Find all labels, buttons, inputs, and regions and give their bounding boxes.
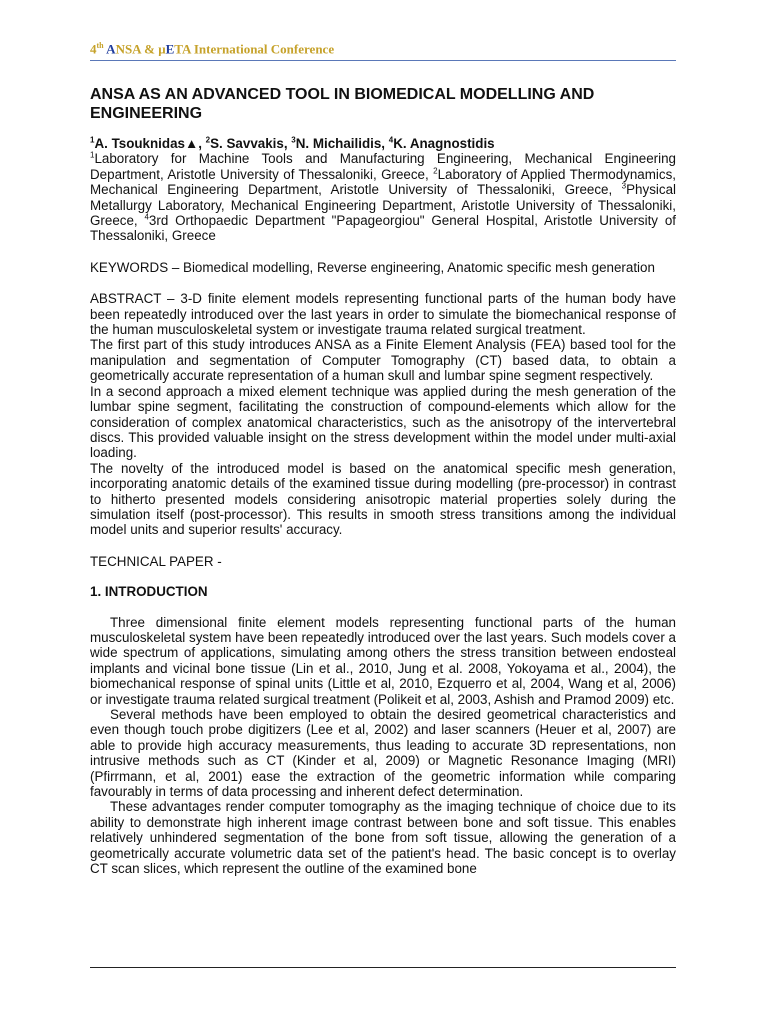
- abstract-paragraph: The novelty of the introduced model is based on the anatomical specific mesh generation, incorporating anatomic details of the examined tissue during modelling (pre-processor) in contrast to hitherto presented models considering anisotropic material properties solely during the simulation itself (post-processor). This results in smooth stress transitions among the individual model units and superior results' accuracy.: [90, 460, 676, 538]
- header-letter-a: A: [106, 41, 116, 57]
- header-superscript: th: [96, 41, 104, 50]
- affiliation-sup: 4: [144, 212, 149, 222]
- paper-body: [90, 85, 676, 876]
- author-sup: 3: [291, 135, 296, 145]
- author-name: K. Anagnostidis: [393, 136, 495, 151]
- header-mu: μ: [158, 41, 166, 57]
- header-letter-e: E: [165, 41, 175, 57]
- conference-header: [90, 41, 334, 57]
- affiliation-sup: 2: [433, 166, 438, 176]
- abstract-paragraph: In a second approach a mixed element technique was applied during the mesh generation of the lumbar spine segment, facilitating the construction of compound-elements which allow for the consideration of complex anatomical characteristics, such as the anisotropy of the intervertebral discs. This provided valuable insight on the stress development within the model under multi-axial loading.: [90, 383, 676, 461]
- keywords: KEYWORDS – Biomedical modelling, Reverse engineering, Anatomic specific mesh generation: [90, 259, 655, 275]
- affiliation-text: 3rd Orthopaedic Department "Papageorgiou" General Hospital, Aristotle University of Thessaloniki, Greece: [90, 213, 676, 244]
- intro-paragraph: Several methods have been employed to obtain the desired geometrical characteristics and even though touch probe digitizers (Lee et al, 2002) and laser scanners (Heuer et al, 2007) are able to provide high accuracy measurements, thus leading to accurate 3D representations, non intrusive methods such as CT (Kinder et al, 2009) or Magnetic Resonance Imaging (MRI) (Pfirrmann, et al, 2001) ease the extraction of the geometric information while comparing favourably in terms of data processing and inherent defect determination.: [90, 707, 676, 800]
- affiliations: [90, 151, 676, 243]
- author-name: N. Michailidis,: [295, 136, 389, 151]
- intro-paragraph: Three dimensional finite element models representing functional parts of the human musculoskeletal system have been repeatedly introduced over the last years. Such models cover a wide spectrum of applications, simulating among others the stress transition between endosteal implants and vicinal bone tissue (Lin et al., 2010, Jung et al. 2008, Yokoyama et al., 2004), the biomechanical response of spinal units (Little et al, 2010, Ezquerro et al, 2004, Wang et al, 2006) or investigate trauma related surgical treatment (Polikeit et al, 2003, Ashish and Pramod 2009) etc.: [90, 614, 676, 707]
- intro-paragraph: These advantages render computer tomography as the imaging technique of choice due to its ability to demonstrate high inherent image contrast between bone and soft tissue. This enables relatively unhindered segmentation of the bone from soft tissue, allowing the generation of a geometrically accurate volumetric data set of the patient's head. The basic concept is to overlay CT scan slices, which represent the outline of the examined bone: [90, 799, 676, 877]
- header-number: 4: [90, 41, 97, 57]
- author-name: A. Tsouknidas▲,: [94, 136, 206, 151]
- affiliation-text: Laboratory of Applied Thermodynamics, Mechanical Engineering Department, Aristotle University of Thessaloniki, Greece,: [90, 166, 676, 198]
- header-text-nsa: NSA &: [115, 41, 159, 57]
- author-sup: 2: [205, 135, 211, 145]
- author-sup: 1: [90, 135, 95, 145]
- abstract-paragraph: ABSTRACT – 3-D finite element models representing functional parts of the human body have been repeatedly introduced over the last years in order to simulate the biomechanical response of the human musculoskeletal system or investigate trauma related surgical treatment.: [90, 291, 676, 338]
- footer-divider: [90, 967, 676, 968]
- section-heading-introduction: 1. INTRODUCTION: [90, 584, 208, 600]
- author-name: S. Savvakis,: [210, 136, 292, 151]
- affiliation-sup: 3: [621, 181, 627, 191]
- header-text-ta: TA: [174, 41, 191, 57]
- affiliation-text: Laboratory for Machine Tools and Manufacturing Engineering, Mechanical Engineering Department, Aristotle University of Thessaloniki, Greece,: [90, 151, 676, 182]
- abstract-paragraph: The first part of this study introduces ANSA as a Finite Element Analysis (FEA) based tool for the manipulation and segmentation of Computer Tomography (CT) based data, to obtain a geometrically accurate representation of a human skull and lumbar spine segment respectively.: [90, 337, 676, 384]
- header-divider: [90, 60, 676, 61]
- author-sup: 4: [388, 135, 394, 145]
- affiliation-sup: 1: [90, 150, 95, 160]
- header-conference-name: International Conference: [190, 41, 335, 57]
- affiliation-text: Physical Metallurgy Laboratory, Mechanical Engineering Department, Aristotle University of Thessaloniki, Greece,: [90, 182, 676, 229]
- paper-title: ANSA AS AN ADVANCED TOOL IN BIOMEDICAL MODELLING AND ENGINEERING: [90, 86, 595, 122]
- author-list: [90, 136, 676, 151]
- paper-type: TECHNICAL PAPER -: [90, 553, 222, 569]
- introduction: [90, 615, 676, 877]
- abstract: [90, 291, 676, 538]
